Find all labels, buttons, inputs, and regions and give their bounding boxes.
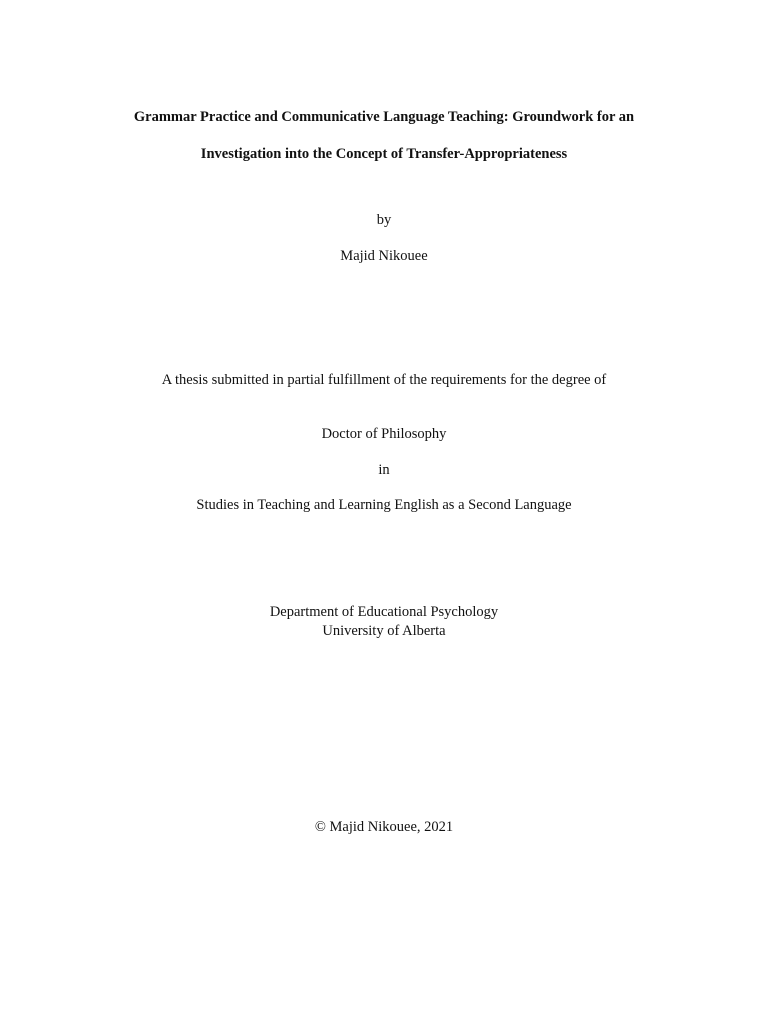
copyright-notice: © Majid Nikouee, 2021: [314, 819, 454, 835]
field-of-study: Studies in Teaching and Learning English as a Second Language: [196, 497, 572, 513]
title-line-1: Grammar Practice and Communicative Language Teaching: Groundwork for an: [133, 109, 635, 125]
department-name: Department of Educational Psychology: [269, 604, 499, 620]
author-name: Majid Nikouee: [340, 248, 428, 264]
title-line-2: Investigation into the Concept of Transfer-Appropriateness: [200, 146, 568, 162]
by-label: by: [376, 212, 392, 228]
in-label: in: [378, 462, 390, 478]
degree-name: Doctor of Philosophy: [321, 426, 447, 442]
submission-statement: A thesis submitted in partial fulfillment of the requirements for the degree of: [161, 372, 607, 388]
university-name: University of Alberta: [322, 623, 446, 639]
